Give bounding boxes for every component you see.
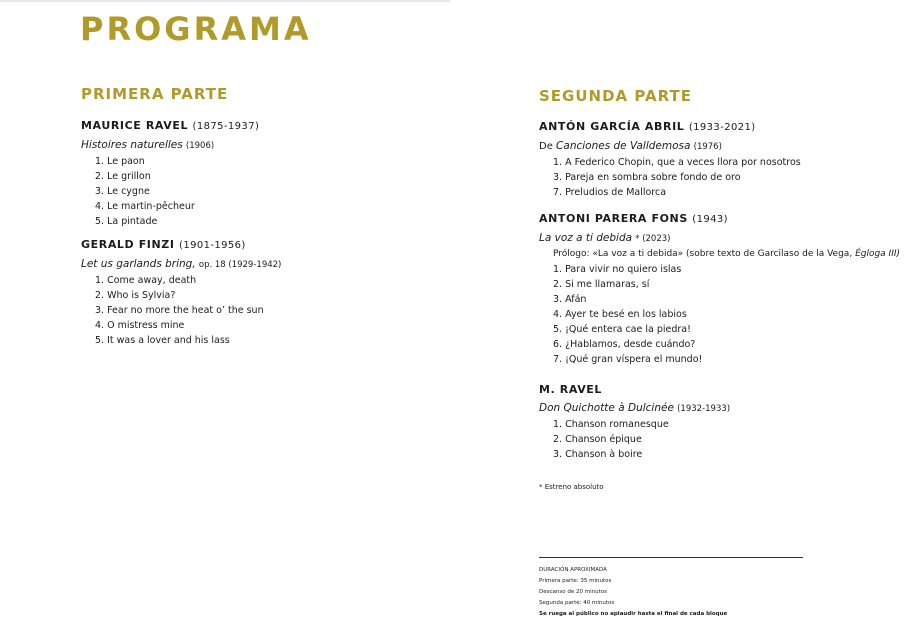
movement-list (81, 273, 461, 348)
composer-dates: (1933-2021) (688, 122, 756, 133)
work-year: op. 18 (1929-1942) (198, 260, 282, 270)
duration-line: Primera parte: 35 minutos (539, 578, 612, 584)
work-title (539, 139, 899, 155)
work-title (81, 257, 461, 273)
work-title (539, 401, 899, 417)
work-year: (1906) (185, 141, 215, 151)
work-year: * (2023) (635, 234, 671, 244)
movement-item: 5. It was a lover and his lass (95, 335, 230, 346)
duration-line: Descanso de 20 minutos (539, 589, 607, 595)
prologue-text: Prólogo: «La voz a ti debida» (sobre texto de Garcilaso de la Vega, (553, 249, 853, 259)
page-title: PROGRAMA (80, 10, 312, 48)
ravel-quichotte-section (539, 382, 899, 462)
movement-item: 3. Pareja en sombra sobre fondo de oro (553, 172, 741, 183)
work-year: (1976) (693, 142, 722, 152)
movement-item: 3. Le cygne (95, 186, 150, 197)
work-prefix: De (539, 141, 553, 152)
work-title-italic: Don Quichotte à Dulcinée (539, 402, 674, 414)
movement-item: 7. ¡Qué gran víspera el mundo! (553, 354, 703, 365)
prologue-line (553, 247, 899, 262)
composer-name (539, 119, 899, 135)
composer-name (81, 118, 461, 134)
work-title-italic: Canciones de Valldemosa (556, 140, 691, 152)
movement-item: 3. Fear no more the heat o’ the sun (95, 305, 264, 316)
premiere-footnote: * Estreno absoluto (539, 483, 604, 491)
movement-item: 3. Chanson à boire (553, 449, 643, 460)
movement-item: 1. Le paon (95, 156, 145, 167)
composer-label: GERALD FINZI (81, 238, 175, 251)
composer-label: ANTÓN GARCÍA ABRIL (539, 120, 685, 133)
composer-dates: (1875-1937) (192, 121, 260, 132)
finzi-section (81, 237, 461, 348)
movement-list (539, 417, 899, 462)
work-title-italic: Histoires naturelles (81, 139, 183, 151)
ravel-section (81, 118, 461, 229)
garcia-abril-section (539, 119, 899, 200)
movement-item: 2. Chanson épique (553, 434, 642, 445)
applause-note: Se ruega al público no aplaudir hasta el final de cada bloque (539, 611, 728, 617)
movement-item: 4. Le martin-pêcheur (95, 201, 195, 212)
composer-name (81, 237, 461, 253)
composer-name (539, 211, 899, 227)
work-title (81, 138, 461, 154)
work-title-italic: Let us garlands bring, (81, 258, 196, 270)
movement-item: 6. ¿Hablamos, desde cuándo? (553, 339, 696, 350)
movement-item: 7. Preludios de Mallorca (553, 187, 667, 198)
work-year: (1932-1933) (677, 404, 731, 414)
movement-item: 2. Si me llamaras, sí (553, 279, 650, 290)
duration-footer (539, 565, 727, 620)
movement-list (539, 155, 899, 200)
movement-item: 4. Ayer te besé en los labios (553, 309, 687, 320)
movement-item: 4. O mistress mine (95, 320, 185, 331)
movement-item: 2. Le grillon (95, 171, 151, 182)
duration-line: Segunda parte: 40 minutos (539, 600, 615, 606)
composer-label: M. RAVEL (539, 383, 603, 396)
composer-label: MAURICE RAVEL (81, 119, 189, 132)
prologue-italic: Égloga III) (855, 249, 901, 259)
movement-item: 1. Para vivir no quiero islas (553, 264, 682, 275)
movement-list (539, 262, 899, 367)
work-title (539, 231, 899, 247)
composer-label: ANTONI PARERA FONS (539, 212, 688, 225)
movement-item: 1. A Federico Chopin, que a veces llora por nosotros (553, 157, 801, 168)
top-edge-rule (0, 0, 450, 2)
movement-item: 1. Chanson romanesque (553, 419, 669, 430)
movement-item: 5. ¡Qué entera cae la piedra! (553, 324, 691, 335)
second-part-title: SEGUNDA PARTE (539, 87, 692, 105)
first-part-title: PRIMERA PARTE (81, 85, 229, 103)
duration-heading: DURACIÓN APROXIMADA (539, 567, 607, 573)
work-title-italic: La voz a ti debida (539, 232, 633, 244)
parera-fons-section (539, 211, 899, 367)
composer-dates: (1943) (692, 214, 728, 225)
footer-divider (539, 557, 803, 558)
movement-item: 3. Afán (553, 294, 587, 305)
movement-item: 1. Come away, death (95, 275, 197, 286)
movement-item: 5. La pintade (95, 216, 158, 227)
composer-dates: (1901-1956) (179, 240, 246, 251)
movement-list (81, 154, 461, 229)
composer-name (539, 382, 899, 397)
movement-item: 2. Who is Sylvia? (95, 290, 176, 301)
